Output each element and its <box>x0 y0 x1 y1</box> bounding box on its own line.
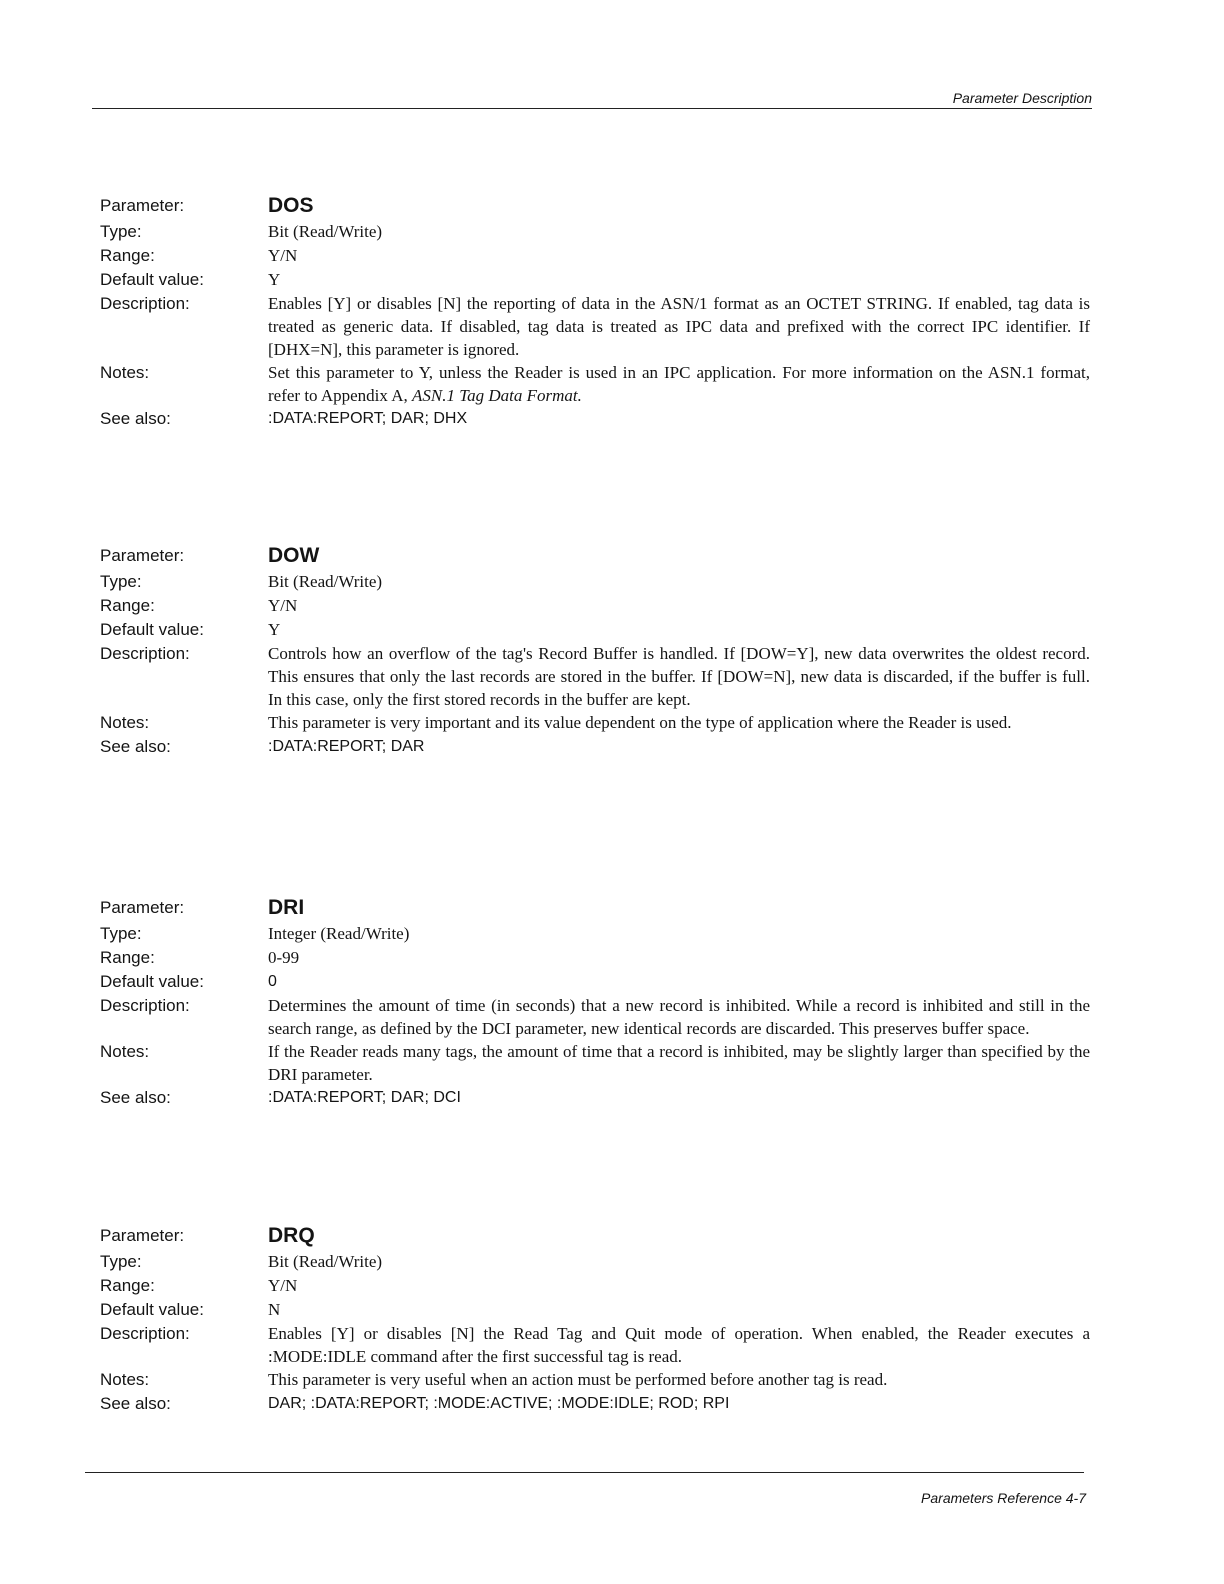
see-also-label: See also: <box>100 737 171 756</box>
type-label: Type: <box>100 222 142 241</box>
parameter-name: DRI <box>268 896 305 919</box>
header-rule <box>92 108 1092 109</box>
default-label: Default value: <box>100 270 204 289</box>
type-value: Bit (Read/Write) <box>268 1252 383 1271</box>
notes-label: Notes: <box>100 1370 150 1389</box>
notes-label: Notes: <box>100 1042 150 1061</box>
parameter-entry-dow <box>100 542 1090 759</box>
default-value: 0 <box>268 973 277 990</box>
range-value: Y/N <box>268 1276 298 1295</box>
type-value: Bit (Read/Write) <box>268 222 383 241</box>
parameter-label: Parameter: <box>100 898 185 917</box>
description-value: Controls how an overflow of the tag's Record Buffer is handled. If [DOW=Y], new data overwrites the oldest record. This ensures that only the last records are stored in the buffer. If [DOW=N], new data is discarded, if the buffer is full. In this case, only the first stored records in the buffer are kept. <box>268 644 1090 709</box>
range-label: Range: <box>100 948 155 967</box>
description-label: Description: <box>100 996 190 1015</box>
notes-label: Notes: <box>100 363 150 382</box>
range-label: Range: <box>100 1276 155 1295</box>
parameter-entry-dos <box>100 192 1090 431</box>
type-label: Type: <box>100 924 142 943</box>
see-also-label: See also: <box>100 409 171 428</box>
range-value: Y/N <box>268 596 298 615</box>
footer-rule <box>85 1472 1084 1473</box>
parameter-entry-drq <box>100 1222 1090 1416</box>
description-label: Description: <box>100 1324 190 1343</box>
page-footer-title: Parameters Reference 4-7 <box>921 1490 1086 1506</box>
description-value: Enables [Y] or disables [N] the reporting of data in the ASN/1 format as an OCTET STRING. If enabled, tag data is treated as generic data. If disabled, tag data is treated as IPC data and prefixed with the correct IPC identifier. If [DHX=N], this parameter is ignored. <box>268 294 1090 359</box>
default-label: Default value: <box>100 620 204 639</box>
default-value: N <box>268 1300 281 1319</box>
see-also-value: :DATA:REPORT; DAR <box>268 738 425 755</box>
parameter-entry-dri <box>100 894 1090 1110</box>
description-label: Description: <box>100 644 190 663</box>
parameter-name: DOW <box>268 544 320 567</box>
description-label: Description: <box>100 294 190 313</box>
default-value: Y <box>268 620 281 639</box>
range-label: Range: <box>100 596 155 615</box>
notes-label: Notes: <box>100 713 150 732</box>
description-value: Determines the amount of time (in seconds) that a new record is inhibited. While a record is inhibited and still in the search range, as defined by the DCI parameter, new identical records are discarded. This preserves buffer space. <box>268 996 1090 1038</box>
range-value: Y/N <box>268 246 298 265</box>
see-also-value: :DATA:REPORT; DAR; DHX <box>268 410 468 427</box>
notes-value: If the Reader reads many tags, the amount of time that a record is inhibited, may be slightly larger than specified by the DRI parameter. <box>268 1042 1090 1084</box>
notes-text: Set this parameter to Y, unless the Reader is used in an IPC application. For more information on the ASN.1 format, refer to Appendix A, <box>268 363 1090 405</box>
description-value: Enables [Y] or disables [N] the Read Tag and Quit mode of operation. When enabled, the Reader executes a :MODE:IDLE command after the first successful tag is read. <box>268 1324 1090 1366</box>
parameter-label: Parameter: <box>100 1226 185 1245</box>
type-label: Type: <box>100 572 142 591</box>
see-also-label: See also: <box>100 1088 171 1107</box>
notes-value: This parameter is very important and its value dependent on the type of application where the Reader is used. <box>268 713 1012 732</box>
default-label: Default value: <box>100 1300 204 1319</box>
range-value: 0-99 <box>268 948 300 967</box>
type-value: Integer (Read/Write) <box>268 924 410 943</box>
notes-value: This parameter is very useful when an action must be performed before another tag is read. <box>268 1370 888 1389</box>
see-also-value: DAR; :DATA:REPORT; :MODE:ACTIVE; :MODE:IDLE; ROD; RPI <box>268 1395 730 1412</box>
default-label: Default value: <box>100 972 204 991</box>
parameter-name: DRQ <box>268 1224 315 1247</box>
see-also-label: See also: <box>100 1394 171 1413</box>
type-value: Bit (Read/Write) <box>268 572 383 591</box>
parameter-label: Parameter: <box>100 546 185 565</box>
notes-value <box>268 361 1090 407</box>
page-header-title: Parameter Description <box>952 90 1092 106</box>
notes-reference: ASN.1 Tag Data Format. <box>412 386 582 405</box>
default-value: Y <box>268 270 281 289</box>
parameter-name: DOS <box>268 194 314 217</box>
see-also-value: :DATA:REPORT; DAR; DCI <box>268 1089 461 1106</box>
type-label: Type: <box>100 1252 142 1271</box>
range-label: Range: <box>100 246 155 265</box>
parameter-label: Parameter: <box>100 196 185 215</box>
